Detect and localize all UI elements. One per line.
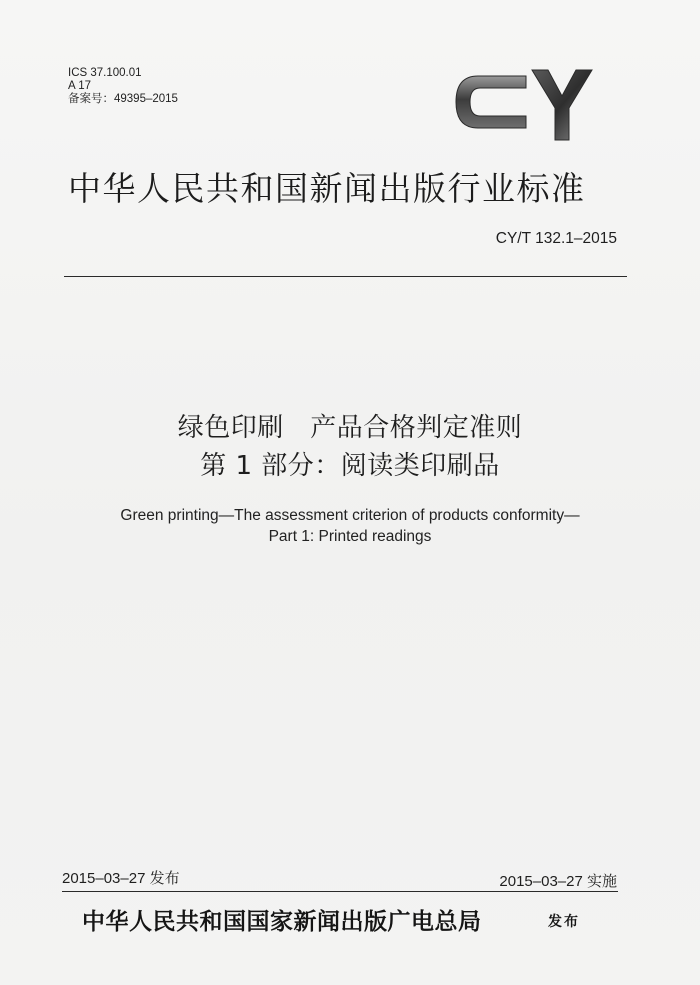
ics-code: ICS 37.100.01: [68, 67, 142, 79]
standard-code: CY/T 132.1–2015: [495, 230, 617, 247]
record-number: 备案号：49395–2015: [68, 93, 178, 105]
logo-text: CY: [448, 62, 450, 63]
logo-letter-c: [456, 76, 526, 128]
issue-label: 发布: [548, 914, 580, 930]
chinese-title-line-2: 第 1 部分：阅读类印刷品: [200, 451, 500, 481]
logo-letter-y: [532, 70, 592, 140]
organization-title: 中华人民共和国新闻出版行业标准: [68, 169, 586, 208]
english-title-line-1: Green printing—The assessment criterion of products conformity—: [120, 507, 580, 524]
footer-divider: [62, 891, 618, 892]
implement-date: 2015–03–27 实施: [499, 873, 617, 890]
header-meta: [68, 67, 178, 106]
english-title-line-2: Part 1: Printed readings: [268, 528, 432, 545]
header-divider: [64, 276, 627, 277]
chinese-title-line-1: 绿色印刷 产品合格判定准则: [177, 413, 523, 443]
publish-date: 2015–03–27 发布: [62, 870, 180, 887]
cy-logo: [448, 62, 598, 144]
classification-code: A 17: [68, 80, 92, 92]
issuing-authority: 中华人民共和国国家新闻出版广电总局: [82, 908, 482, 935]
